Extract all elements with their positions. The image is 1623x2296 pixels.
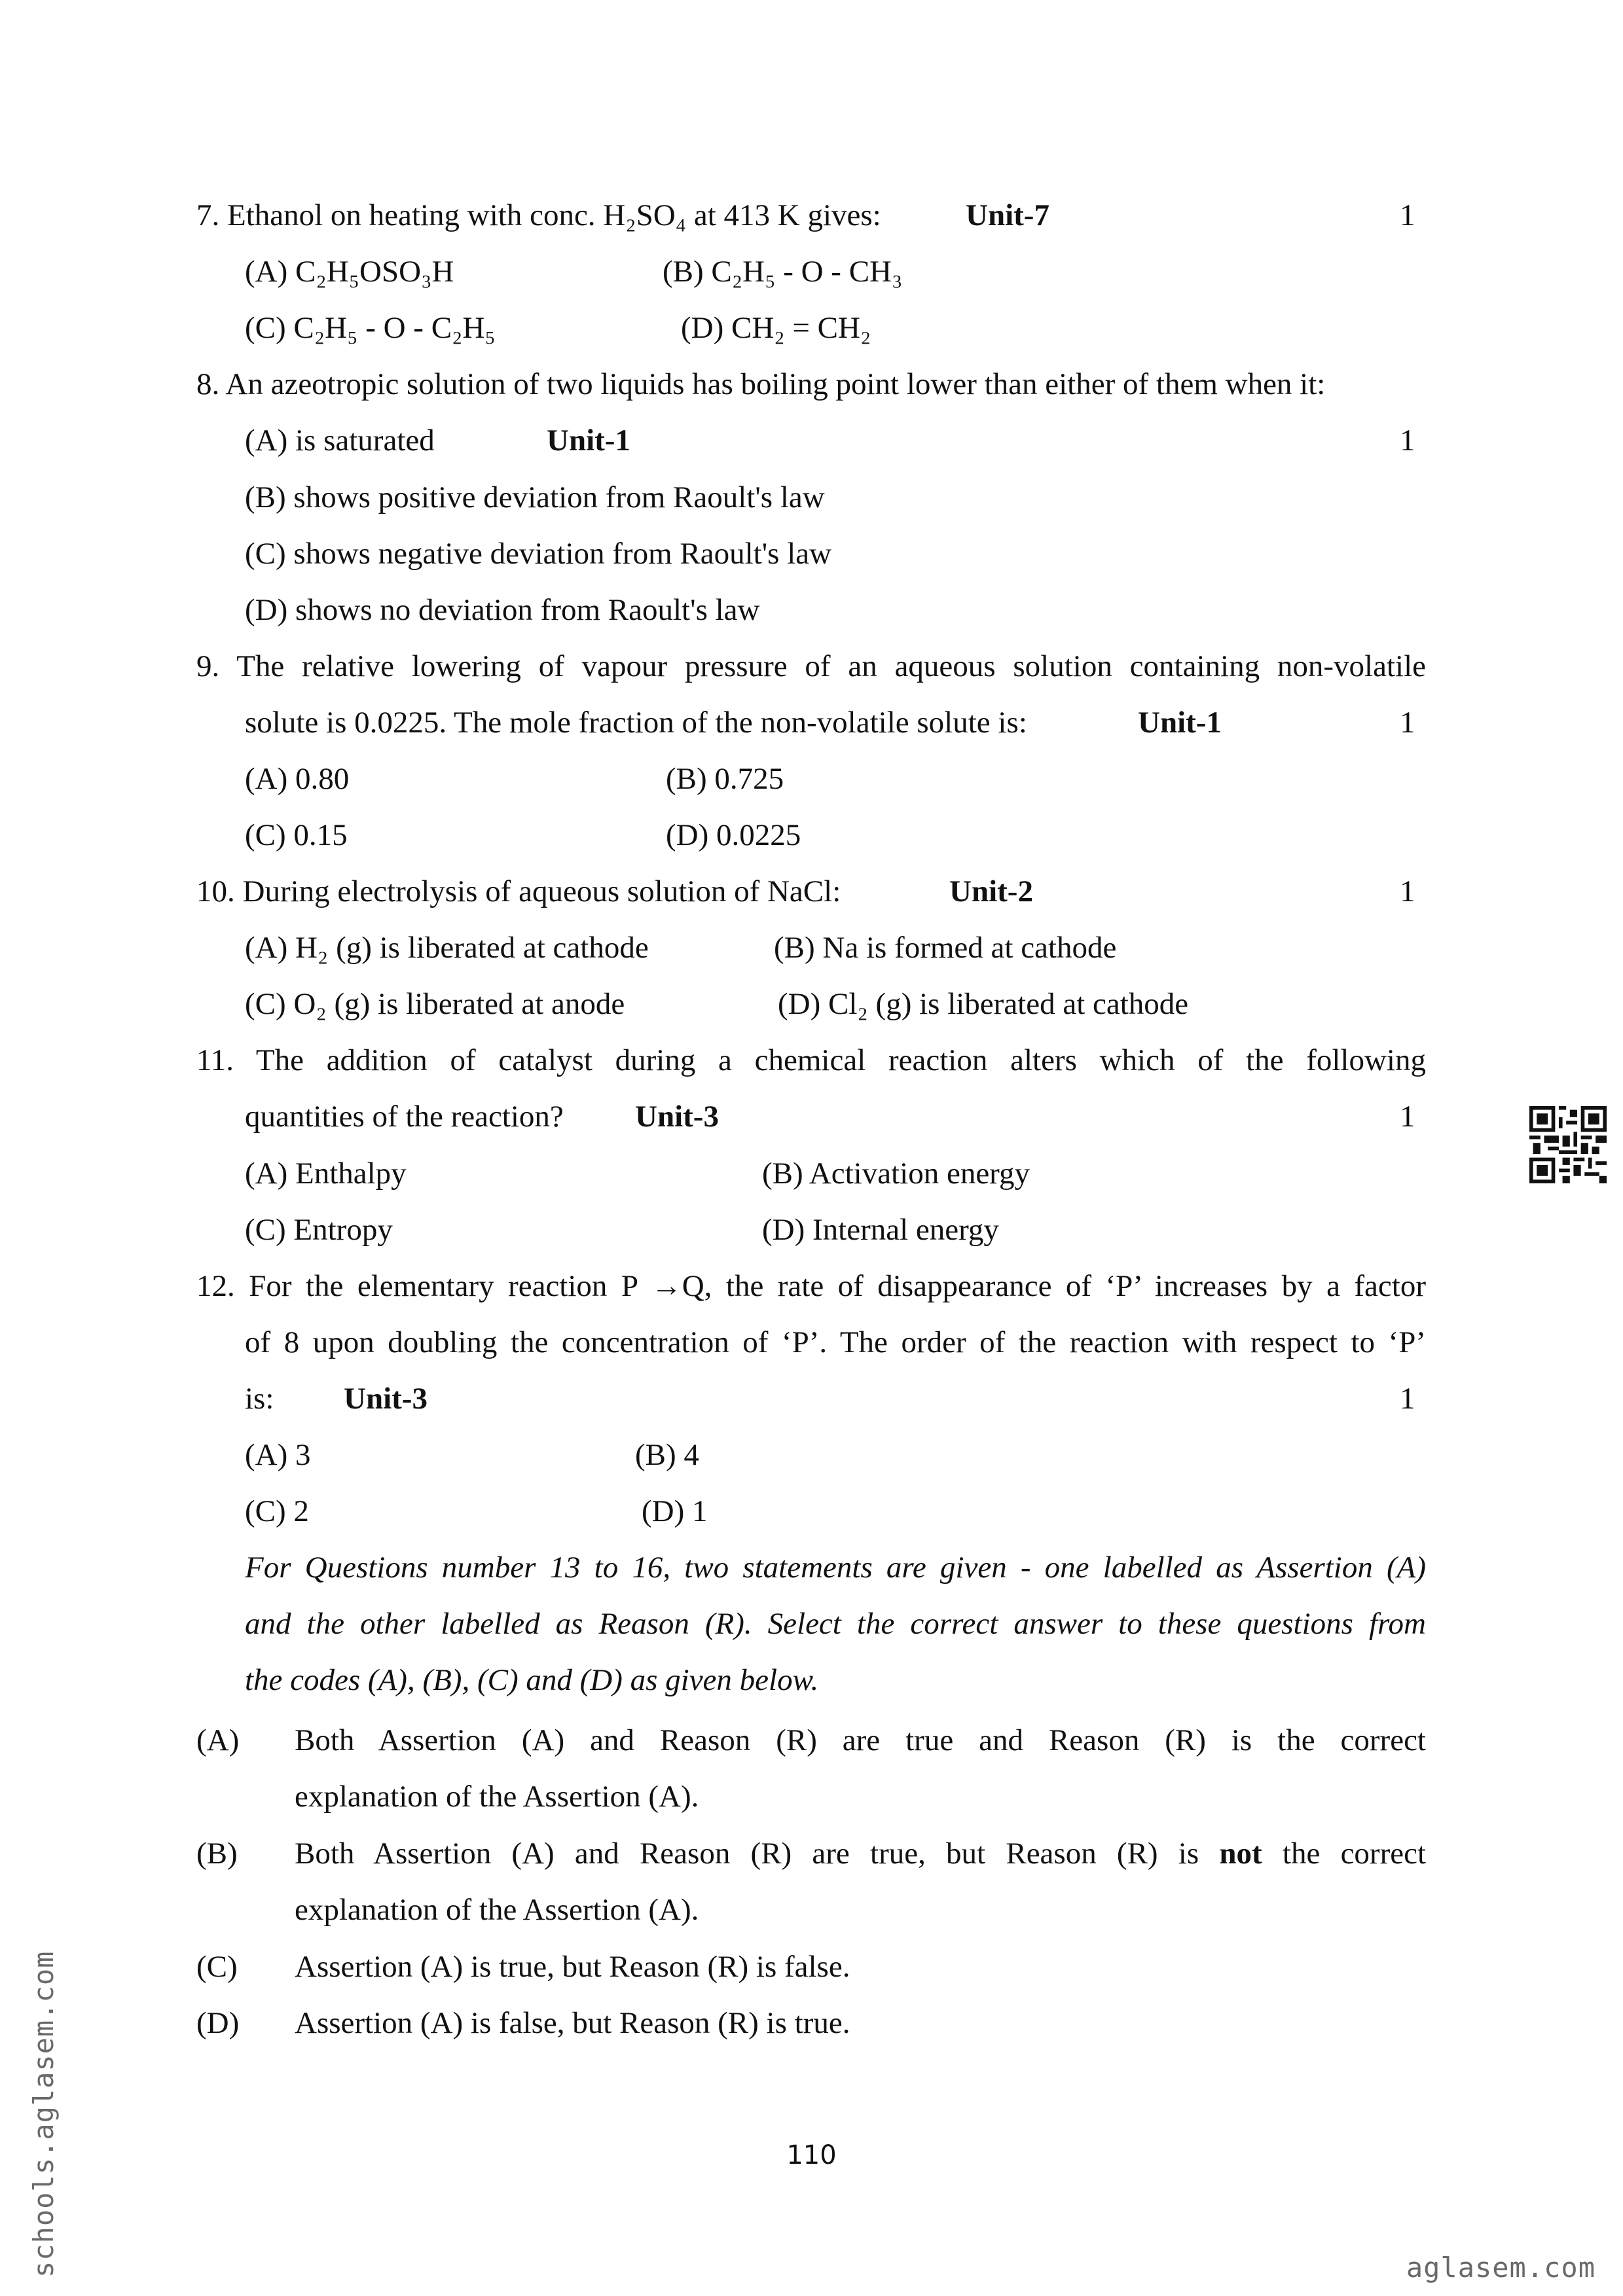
q11-stem-line1: 11. The addition of catalyst during a chemical reaction alters which of the following (196, 1043, 1426, 1077)
q11-option-c: (C) Entropy (245, 1213, 393, 1247)
q12-option-d: (D) 1 (642, 1494, 708, 1528)
q10-option-b: (B) Na is formed at cathode (774, 931, 1117, 965)
q7-option-a: (A) C₂H₅OSO₃H (245, 255, 454, 289)
ar-code-d-label: (D) (196, 2006, 240, 2040)
q12-stem-line1: 12. For the elementary reaction P →Q, the rate of disappearance of ‘P’ increases by a factor (196, 1269, 1426, 1303)
q11-stem-line2: quantities of the reaction? (245, 1100, 564, 1134)
q12-marks: 1 (1400, 1382, 1415, 1416)
ar-code-b-line1 (295, 1839, 1426, 1869)
q10-unit: Unit-2 (949, 874, 1033, 908)
q12-stem-line2: of 8 upon doubling the concentration of ‘P’. The order of the reaction with respect to ‘P’ (245, 1325, 1426, 1359)
q8-stem: 8. An azeotropic solution of two liquids has boiling point lower than either of them when it: (196, 367, 1326, 401)
ar-code-d-line1: Assertion (A) is false, but Reason (R) is true. (295, 2006, 850, 2040)
q9-unit: Unit-1 (1138, 706, 1222, 740)
q7-stem: 7. Ethanol on heating with conc. H₂SO₄ at 413 K gives: (196, 198, 881, 232)
q10-option-d: (D) Cl₂ (g) is liberated at cathode (778, 987, 1189, 1021)
q9-option-b: (B) 0.725 (666, 762, 784, 796)
watermark-left: schools.aglasem.com (27, 1950, 60, 2278)
ar-code-b-line2: explanation of the Assertion (A). (295, 1893, 699, 1927)
q7-marks: 1 (1400, 198, 1415, 232)
ar-code-b-label: (B) (196, 1837, 238, 1871)
ar-code-a-line1: Both Assertion (A) and Reason (R) are true and Reason (R) is the correct (295, 1723, 1426, 1757)
q12-option-c: (C) 2 (245, 1494, 309, 1528)
ar-instruction-line2: and the other labelled as Reason (R). Select the correct answer to these questions from (245, 1607, 1426, 1641)
q7-unit: Unit-7 (966, 198, 1049, 232)
q7-option-d: (D) CH₂ = CH₂ (681, 311, 871, 345)
q10-option-c: (C) O₂ (g) is liberated at anode (245, 987, 625, 1021)
q12-option-a: (A) 3 (245, 1438, 311, 1472)
q9-stem-line1: 9. The relative lowering of vapour pressure of an aqueous solution containing non-volatile (196, 649, 1426, 683)
q8-unit: Unit-1 (547, 423, 630, 457)
q11-marks: 1 (1400, 1100, 1415, 1134)
q12-unit: Unit-3 (344, 1382, 428, 1416)
q10-option-a: (A) H₂ (g) is liberated at cathode (245, 931, 649, 965)
q7-option-b: (B) C₂H₅ - O - CH₃ (663, 255, 903, 289)
qr-code (1529, 1106, 1607, 1183)
q8-option-a: (A) is saturated (245, 423, 435, 457)
page-number: 110 (786, 2140, 837, 2170)
q11-option-d: (D) Internal energy (762, 1213, 999, 1247)
q8-marks: 1 (1400, 423, 1415, 457)
ar-code-b-text-pre: Both Assertion (A) and Reason (R) are true, but Reason (R) is (295, 1837, 1199, 1871)
ar-instruction-line3: the codes (A), (B), (C) and (D) as given below. (245, 1663, 819, 1697)
ar-code-b-not: not (1219, 1837, 1262, 1871)
ar-instruction-line1: For Questions number 13 to 16, two statements are given - one labelled as Assertion (A) (245, 1551, 1426, 1585)
watermark-right: aglasem.com (1406, 2251, 1596, 2284)
q7-option-c: (C) C₂H₅ - O - C₂H₅ (245, 311, 496, 345)
q8-option-c: (C) shows negative deviation from Raoult's law (245, 537, 832, 571)
q11-option-b: (B) Activation energy (762, 1157, 1030, 1191)
q11-option-a: (A) Enthalpy (245, 1157, 407, 1191)
q8-option-d: (D) shows no deviation from Raoult's law (245, 593, 760, 627)
q9-option-c: (C) 0.15 (245, 818, 348, 852)
q11-unit: Unit-3 (635, 1100, 719, 1134)
q12-option-b: (B) 4 (635, 1438, 699, 1472)
ar-code-c-line1: Assertion (A) is true, but Reason (R) is false. (295, 1950, 850, 1984)
q9-stem-line2: solute is 0.0225. The mole fraction of the non-volatile solute is: (245, 706, 1027, 740)
q8-option-b: (B) shows positive deviation from Raoult's law (245, 480, 825, 514)
ar-code-a-label: (A) (196, 1723, 240, 1757)
ar-code-c-label: (C) (196, 1950, 238, 1984)
ar-code-a-line2: explanation of the Assertion (A). (295, 1780, 699, 1814)
q12-stem-line3: is: (245, 1382, 274, 1416)
q9-option-d: (D) 0.0225 (666, 818, 801, 852)
ar-code-b-text-post: the correct (1282, 1837, 1427, 1871)
q9-marks: 1 (1400, 706, 1415, 740)
q10-stem: 10. During electrolysis of aqueous solution of NaCl: (196, 874, 841, 908)
q9-option-a: (A) 0.80 (245, 762, 350, 796)
q10-marks: 1 (1400, 874, 1415, 908)
